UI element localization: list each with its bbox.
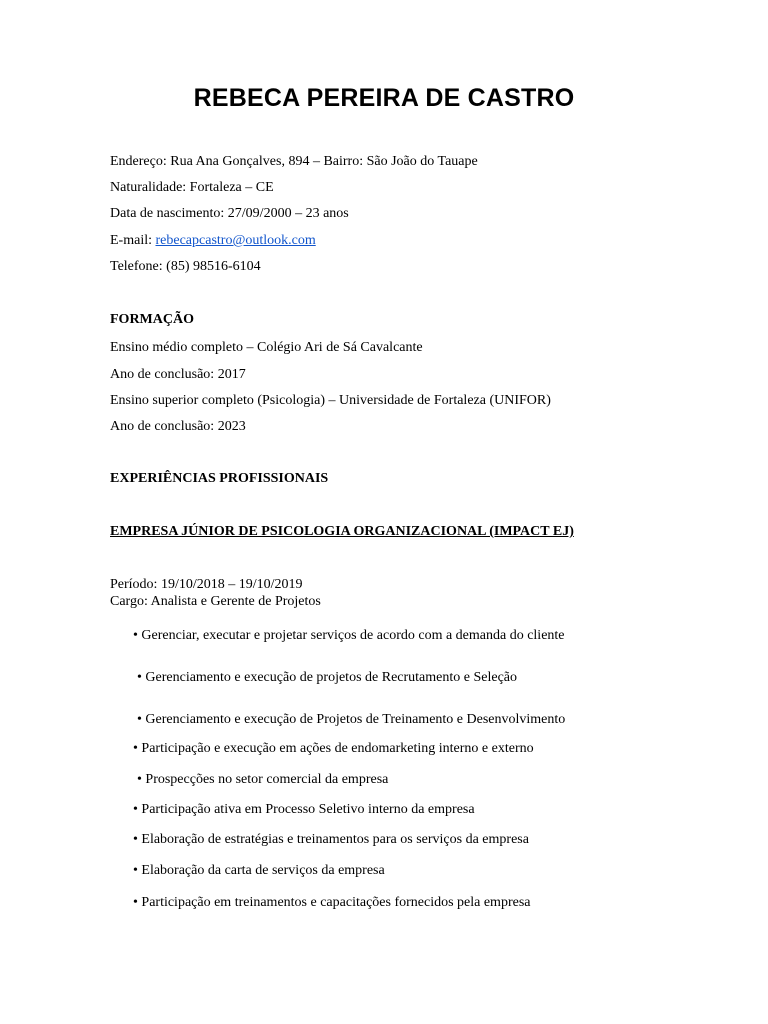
education-line: Ensino superior completo (Psicologia) – Universidade de Fortaleza (UNIFOR) [110, 393, 551, 408]
experience-bullet: • Participação em treinamentos e capacitações fornecidos pela empresa [133, 895, 531, 910]
address-line: Endereço: Rua Ana Gonçalves, 894 – Bairro: São João do Tauape [110, 154, 478, 169]
experience-bullet: • Gerenciar, executar e projetar serviços de acordo com a demanda do cliente [133, 628, 565, 643]
phone-line: Telefone: (85) 98516-6104 [110, 259, 261, 274]
experience-heading: EXPERIÊNCIAS PROFISSIONAIS [110, 471, 329, 486]
experience-bullet: • Gerenciamento e execução de Projetos de Treinamento e Desenvolvimento [137, 712, 566, 727]
experience-bullet: • Prospecções no setor comercial da empresa [137, 772, 389, 787]
page-title: REBECA PEREIRA DE CASTRO [193, 84, 575, 112]
education-heading: FORMAÇÃO [110, 312, 194, 327]
period-line: Período: 19/10/2018 – 19/10/2019 [110, 577, 303, 592]
experience-bullet: • Gerenciamento e execução de projetos de Recrutamento e Seleção [137, 670, 517, 685]
birthdate-line: Data de nascimento: 27/09/2000 – 23 anos [110, 206, 349, 221]
education-line: Ano de conclusão: 2017 [110, 367, 246, 382]
experience-bullet: • Participação ativa em Processo Seletivo interno da empresa [133, 802, 475, 817]
experience-bullet: • Participação e execução em ações de endomarketing interno e externo [133, 741, 534, 756]
email-link[interactable]: rebecapcastro@outlook.com [155, 233, 316, 248]
email-label: E-mail: [110, 233, 156, 248]
company-heading: EMPRESA JÚNIOR DE PSICOLOGIA ORGANIZACIONAL (IMPACT EJ) [110, 524, 574, 539]
experience-bullet: • Elaboração de estratégias e treinamentos para os serviços da empresa [133, 832, 529, 847]
birthplace-line: Naturalidade: Fortaleza – CE [110, 180, 274, 195]
experience-bullet: • Elaboração da carta de serviços da empresa [133, 863, 385, 878]
education-line: Ano de conclusão: 2023 [110, 419, 246, 434]
role-line: Cargo: Analista e Gerente de Projetos [110, 594, 321, 609]
education-line: Ensino médio completo – Colégio Ari de Sá Cavalcante [110, 340, 423, 355]
email-line [110, 233, 316, 249]
